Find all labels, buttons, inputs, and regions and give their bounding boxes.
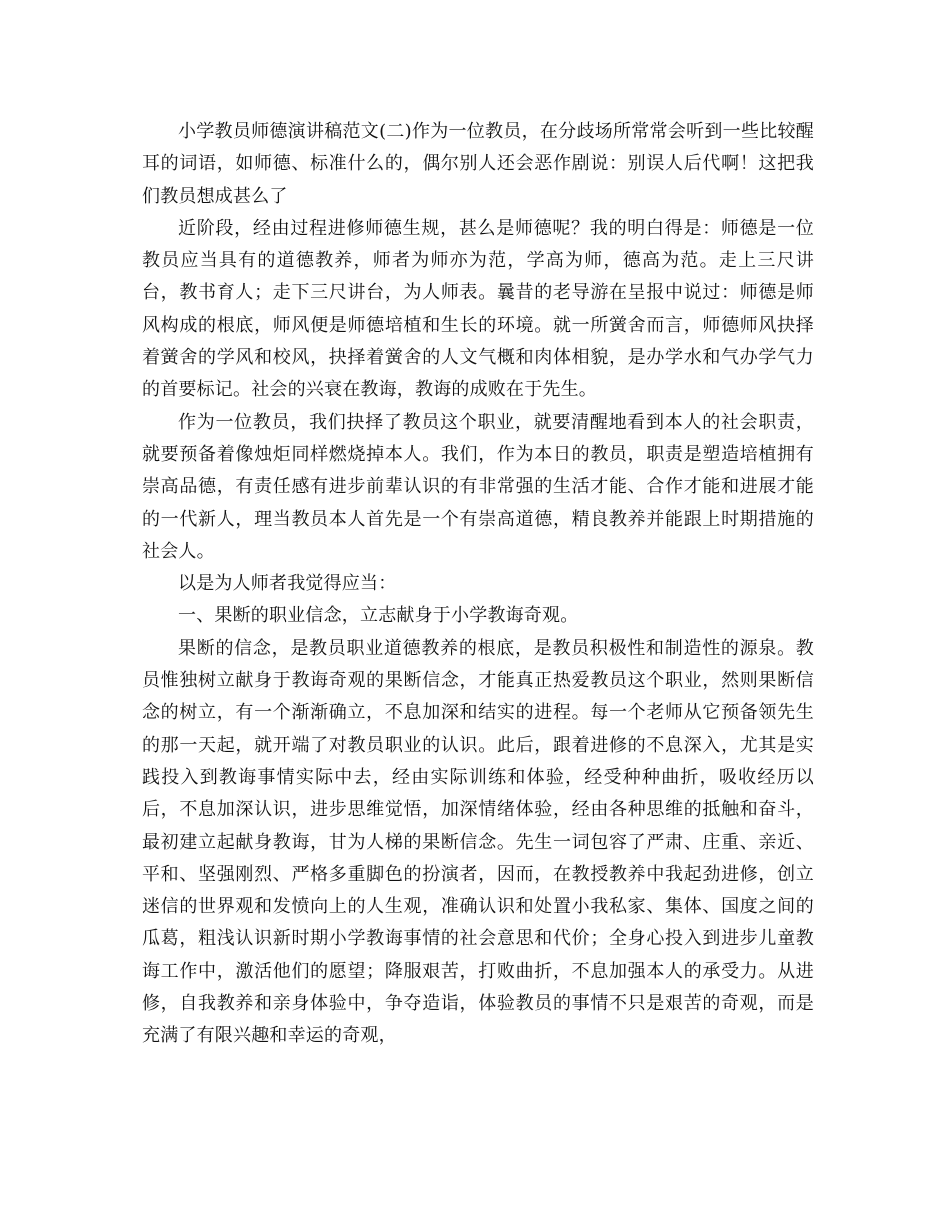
paragraph-definition: 近阶段，经由过程进修师德生规，甚么是师德呢？我的明白得是：师德是一位教员应当具有的道德教养，师者为师亦为范，学高为师，德高为范。走上三尺讲台，教书育人；走下三尺讲台，为人师表。曩昔的老导游在呈报中说过：师德是师风构成的根底，师风便是师德培植和生长的环境。就一所黉舍而言，师德师风抉择着黉舍的学风和校风，抉择着黉舍的人文气概和肉体相貌，是办学水和气办学气力的首要标记。社会的兴衰在教诲，教诲的成败在于先生。: [142, 217, 814, 401]
paragraph-heading-one: 一、果断的职业信念，立志献身于小学教诲奇观。: [178, 605, 579, 627]
paragraph-intro: 小学教员师德演讲稿范文(二)作为一位教员，在分歧场所常常会听到一些比较醒耳的词语，如师德、标准什么的，偶尔别人还会恶作剧说：别误人后代啊！这把我们教员想成甚么了: [142, 121, 814, 207]
paragraph-lead-in: 以是为人师者我觉得应当：: [178, 573, 397, 595]
paragraph-belief: 果断的信念，是教员职业道德教养的根底，是教员积极性和制造性的源泉。教员惟独树立献身于教诲奇观的果断信念，才能真正热爱教员这个职业，然则果断信念的树立，有一个渐渐确立，不息加深和结实的进程。每一个老师从它预备领先生的那一天起，就开端了对教员职业的认识。此后，跟着进修的不息深入，尤其是实践投入到教诲事情实际中去，经由实际训练和体验，经受种种曲折，吸收经历以后，不息加深认识，进步思维觉悟，加深情绪体验，经由各种思维的抵触和奋斗，最初建立起献身教诲，甘为人梯的果断信念。先生一词包容了严肃、庄重、亲近、平和、坚强刚烈、严格多重脚色的扮演者，因而，在教授教养中我起劲进修，创立迷信的世界观和发愤向上的人生观，准确认识和处置小我私家、集体、国度之间的瓜葛，粗浅认识新时期小学教诲事情的社会意思和代价；全身心投入到进步儿童教诲工作中，激活他们的愿望；降服艰苦，打败曲折，不息加强本人的承受力。从进修，自我教养和亲身体验中，争夺造诣，体验教员的事情不只是艰苦的奇观，而是充满了有限兴趣和幸运的奇观，: [142, 637, 814, 1047]
paragraph-responsibility: 作为一位教员，我们抉择了教员这个职业，就要清醒地看到本人的社会职责，就要预备着像烛炬同样燃烧掉本人。我们，作为本日的教员，职责是塑造培植拥有崇高品德，有责任感有进步前辈认识的有非常强的生活才能、合作才能和进展才能的一代新人，理当教员本人首先是一个有崇高道德，精良教养并能跟上时期措施的社会人。: [142, 411, 814, 562]
document-body: [142, 116, 814, 1053]
